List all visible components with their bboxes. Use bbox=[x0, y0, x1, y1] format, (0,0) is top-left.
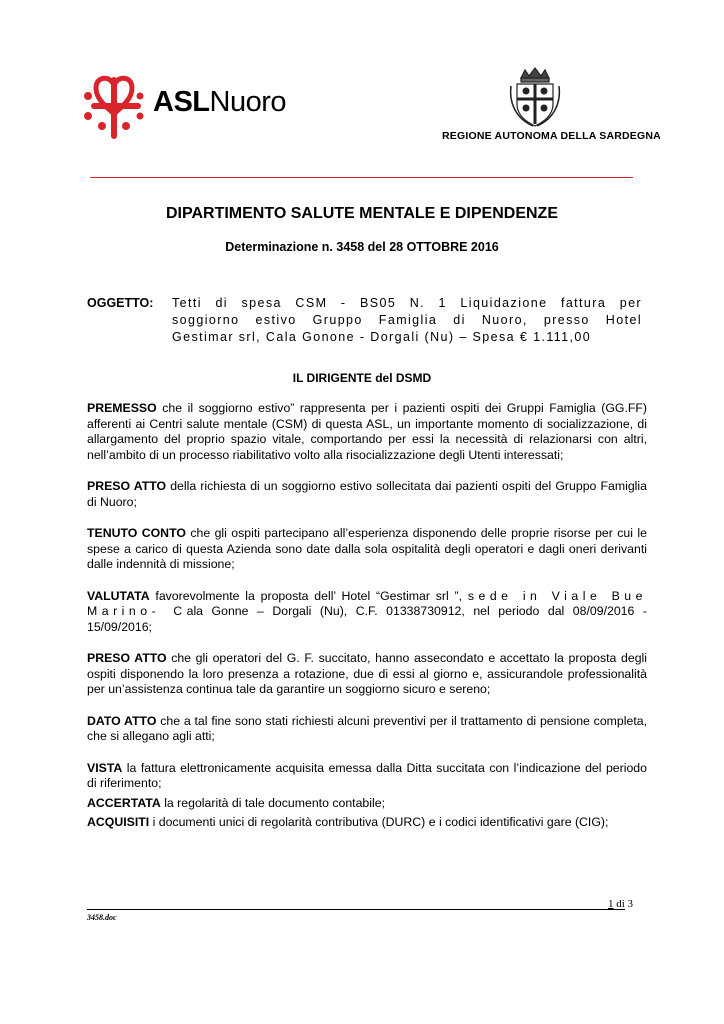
asl-nuoro-logo bbox=[80, 70, 286, 142]
paragraph-vista bbox=[87, 761, 647, 792]
paragraph-keyword: VALUTATA bbox=[87, 588, 150, 603]
paragraph-text: che gli ospiti partecipano all’esperienza disponendo delle proprie risorse per cui le spese a carico di questa Azienda sono date dalla sola ospitalità degli operatori e dagli oneri derivanti dalle indennità di missione; bbox=[87, 526, 647, 571]
oggetto-text bbox=[172, 295, 642, 346]
page-current: 1 bbox=[608, 898, 614, 910]
asl-nuoro-wordmark bbox=[153, 88, 286, 117]
paragraph-text: della richiesta di un soggiorno estivo sollecitata dai pazienti ospiti del Gruppo Famiglia di Nuoro; bbox=[87, 479, 647, 509]
paragraph-dato-atto bbox=[87, 714, 647, 745]
paragraph-text: la regolarità di tale documento contabile; bbox=[160, 795, 385, 810]
paragraph-acquisiti bbox=[87, 815, 647, 831]
paragraph-keyword: PREMESSO bbox=[87, 401, 157, 415]
paragraph-keyword: DATO ATTO bbox=[87, 713, 157, 728]
paragraph-preso-atto bbox=[87, 479, 647, 510]
paragraph-text: la fattura elettronicamente acquisita emessa dalla Ditta succitata con l’indicazione del periodo di riferimento; bbox=[87, 760, 647, 790]
determinazione-title: Determinazione n. 3458 del 28 OTTOBRE 2016 bbox=[225, 240, 499, 254]
paragraph-valutata bbox=[87, 589, 647, 636]
dirigente-heading: IL DIRIGENTE del DSMD bbox=[292, 371, 432, 385]
paragraph-preso-atto-2 bbox=[87, 651, 647, 698]
paragraph-accertata bbox=[87, 796, 647, 812]
oggetto-line: Tetti di spesa CSM - BS05 N. 1 Liquidazione fattura per bbox=[172, 296, 642, 310]
paragraph-text: ala Gonne – Dorgali (Nu), C.F. 01338730912, nel periodo dal 08/09/2016 - 15/09/2016; bbox=[87, 604, 647, 634]
paragraph-keyword: ACQUISITI bbox=[87, 815, 150, 829]
document-body bbox=[87, 401, 647, 831]
region-name: REGIONE AUTONOMA DELLA SARDEGNA bbox=[442, 130, 661, 142]
sardinia-coat-of-arms-icon bbox=[507, 66, 563, 128]
paragraph-tenuto-conto bbox=[87, 526, 647, 573]
paragraph-text-spaced: sede in Viale Bue Marino- C bbox=[87, 588, 647, 618]
paragraph-keyword: VISTA bbox=[87, 760, 123, 775]
oggetto-line: Gestimar srl, Cala Gonone - Dorgali (Nu) – Spesa € 1.111,00 bbox=[172, 330, 592, 344]
asl-cross-heart-icon bbox=[80, 70, 152, 142]
paragraph-text: che a tal fine sono stati richiesti alcuni preventivi per il trattamento di pensione completa, che si allegano agli atti; bbox=[87, 713, 647, 743]
oggetto-label: OGGETTO: bbox=[87, 296, 154, 310]
page-total: di 3 bbox=[613, 898, 634, 910]
paragraph-keyword: PRESO ATTO bbox=[87, 479, 167, 493]
paragraph-text: che il soggiorno estivo” rappresenta per i pazienti ospiti dei Gruppi Famiglia (GG.FF) afferenti ai Centri salute mentale (CSM) di questa ASL, un importante momento di socializzazione, di allargamento del proprio spazio vitale, comportando per essi la necessità di relazionarsi con altri, nell’ambito di un processo riabilitativo volto alla risocializzazione degli Utenti interessati; bbox=[87, 401, 647, 462]
paragraph-text: favorevolmente la proposta dell’ Hotel “Gestimar srl ”, bbox=[149, 588, 468, 603]
logo-bold: ASL bbox=[153, 86, 210, 118]
oggetto-line: soggiorno estivo Gruppo Famiglia di Nuoro, presso Hotel bbox=[172, 313, 642, 327]
department-title: DIPARTIMENTO SALUTE MENTALE E DIPENDENZE bbox=[165, 205, 558, 222]
paragraph-keyword: PRESO ATTO bbox=[87, 651, 167, 665]
paragraph-text: i documenti unici di regolarità contributiva (DURC) e i codici identificativi gare (CIG); bbox=[149, 815, 609, 829]
paragraph-premesso bbox=[87, 401, 647, 463]
logo-rest: Nuoro bbox=[209, 86, 286, 118]
document-filename: 3458.doc bbox=[87, 913, 117, 922]
footer-divider bbox=[87, 909, 625, 910]
paragraph-keyword: TENUTO CONTO bbox=[87, 526, 186, 540]
paragraph-keyword: ACCERTATA bbox=[87, 795, 161, 810]
header-divider bbox=[90, 177, 633, 178]
paragraph-text: che gli operatori del G. F. succitato, hanno assecondato e accettato la proposta degli ospiti disponendo la loro presenza a rotazione, due di essi al giorno e, assicurandole professionalità per un’assistenza continua tale da garantire un soggiorno sicuro e sereno; bbox=[87, 651, 647, 696]
